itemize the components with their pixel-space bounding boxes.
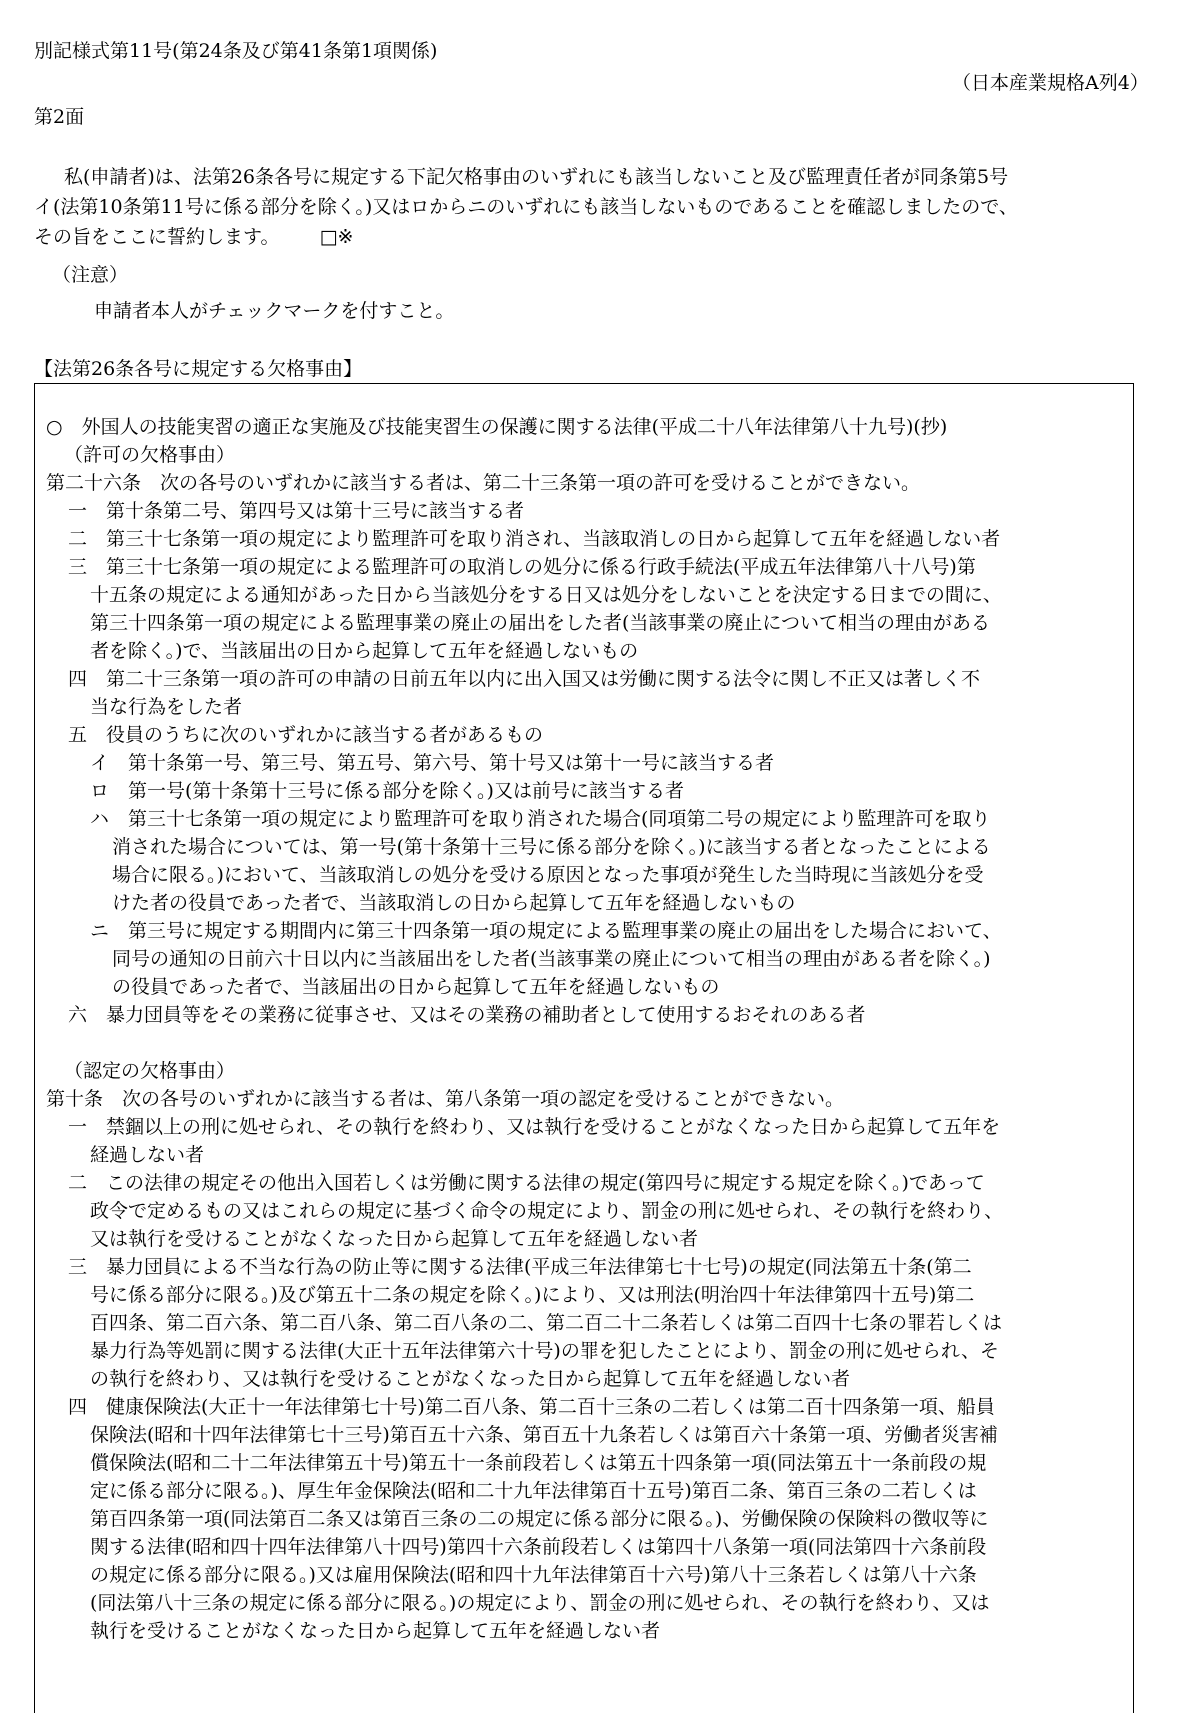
art26-item-3: 三 第三十七条第一項の規定による監理許可の取消しの処分に係る行政手続法(平成五年法律第八十八号)第 — [68, 556, 976, 578]
art26-item-5-ni: ニ 第三号に規定する期間内に第三十四条第一項の規定による監理事業の廃止の届出をした場合において、 — [90, 920, 1002, 942]
art26-item-3-cont-1: 十五条の規定による通知があった日から当該処分をする日又は処分をしないことを決定する日までの間に、 — [90, 584, 1002, 606]
art10-item-2: 二 この法律の規定その他出入国若しくは労働に関する法律の規定(第四号に規定する規定を除く。)であって — [68, 1172, 985, 1194]
declaration-line-1: 私(申請者)は、法第26条各号に規定する下記欠格事由のいずれにも該当しないこと及び監理責任者が同条第5号 — [64, 166, 1009, 188]
art26-item-5-ni-cont-2: の役員であった者で、当該届出の日から起算して五年を経過しないもの — [112, 976, 720, 998]
art10-item-4-cont-2: 償保険法(昭和二十二年法律第五十号)第五十一条前段若しくは第五十四条第一項(同法第五十一条前段の規 — [90, 1452, 987, 1474]
art26-item-3-cont-2: 第三十四条第一項の規定による監理事業の廃止の届出をした者(当該事業の廃止について相当の理由がある — [90, 612, 991, 634]
pledge-checkbox[interactable]: □※ — [319, 226, 354, 248]
art26-item-3-cont-3: 者を除く。)で、当該届出の日から起算して五年を経過しないもの — [90, 640, 639, 662]
art10-item-4-cont-6: の規定に係る部分に限る。)又は雇用保険法(昭和四十九年法律第百十六号)第八十三条若しくは第八十六条 — [90, 1564, 977, 1586]
art26-item-5: 五 役員のうちに次のいずれかに該当する者があるもの — [68, 724, 544, 746]
art10-item-4-cont-4: 第百四条第一項(同法第百二条又は第百三条の二の規定に係る部分に限る。)、労働保険の保険料の徴収等に — [90, 1508, 989, 1530]
art26-item-1: 一 第十条第二号、第四号又は第十三号に該当する者 — [68, 500, 525, 522]
art26-item-5-ro: ロ 第一号(第十条第十三号に係る部分を除く。)又は前号に該当する者 — [90, 780, 684, 802]
art10-item-4-cont-7: (同法第八十三条の規定に係る部分に限る。)の規定により、罰金の刑に処せられ、その執行を終わり、又は — [90, 1592, 990, 1614]
art26-item-4: 四 第二十三条第一項の許可の申請の日前五年以内に出入国又は労働に関する法令に関し不正又は著しく不 — [68, 668, 981, 690]
law-title: ○ 外国人の技能実習の適正な実施及び技能実習生の保護に関する法律(平成二十八年法律第八十九号)(抄) — [46, 416, 948, 438]
art10-item-3-cont-3: 暴力行為等処罰に関する法律(大正十五年法律第六十号)の罪を犯したことにより、罰金の刑に処せられ、そ — [90, 1340, 999, 1362]
declaration-line-3-text: その旨をここに誓約します。 — [34, 226, 280, 248]
art10-item-4-cont-1: 保険法(昭和十四年法律第七十三号)第百五十六条、第百五十九条若しくは第百六十条第一項、労働者災害補 — [90, 1424, 998, 1446]
art10-item-4: 四 健康保険法(大正十一年法律第七十号)第二百八条、第二百十三条の二若しくは第二百十四条第一項、船員 — [68, 1396, 995, 1418]
art10-item-2-cont-2: 又は執行を受けることがなくなった日から起算して五年を経過しない者 — [90, 1228, 699, 1250]
paper-size: （日本産業規格A列4） — [952, 72, 1149, 94]
declaration-line-2: イ(法第10条第11号に係る部分を除く。)又はロからニのいずれにも該当しないものであることを確認しましたので、 — [34, 196, 1018, 218]
art26-item-6: 六 暴力団員等をその業務に従事させ、又はその業務の補助者として使用するおそれのある者 — [68, 1004, 866, 1026]
art26-item-5-ha-cont-1: 消された場合については、第一号(第十条第十三号に係る部分を除く。)に該当する者となったことによる — [112, 836, 991, 858]
declaration-line-3 — [34, 224, 353, 250]
page-side-label: 第2面 — [34, 106, 85, 128]
art26-item-5-i: イ 第十条第一号、第三号、第五号、第六号、第十号又は第十一号に該当する者 — [90, 752, 775, 774]
art10-item-1-cont: 経過しない者 — [90, 1144, 205, 1166]
art26-item-5-ni-cont-1: 同号の通知の日前六十日以内に当該届出をした者(当該事業の廃止について相当の理由がある者を除く。) — [112, 948, 991, 970]
note-text: 申請者本人がチェックマークを付すこと。 — [94, 300, 455, 322]
section-title: 【法第26条各号に規定する欠格事由】 — [34, 358, 363, 380]
art10-item-3: 三 暴力団員による不当な行為の防止等に関する法律(平成三年法律第七十七号)の規定(同法第五十条(第二 — [68, 1256, 972, 1278]
art10-item-1: 一 禁錮以上の刑に処せられ、その執行を終わり、又は執行を受けることがなくなった日から起算して五年を — [68, 1116, 1001, 1138]
art26-item-5-ha-cont-2: 場合に限る。)において、当該取消しの処分を受ける原因となった事項が発生した当時現に当該処分を受 — [112, 864, 984, 886]
permit-heading: （許可の欠格事由） — [64, 444, 236, 466]
art26-item-2: 二 第三十七条第一項の規定により監理許可を取り消され、当該取消しの日から起算して五年を経過しない者 — [68, 528, 1001, 550]
art26-item-4-cont: 当な行為をした者 — [90, 696, 243, 718]
art26-item-5-ha: ハ 第三十七条第一項の規定により監理許可を取り消された場合(同項第二号の規定により監理許可を取り — [90, 808, 991, 830]
art10-item-2-cont-1: 政令で定めるもの又はこれらの規定に基づく命令の規定により、罰金の刑に処せられ、その執行を終わり、 — [90, 1200, 1004, 1222]
art10-item-3-cont-4: の執行を終わり、又は執行を受けることがなくなった日から起算して五年を経過しない者 — [90, 1368, 851, 1390]
certification-heading: （認定の欠格事由） — [64, 1060, 236, 1082]
article-10: 第十条 次の各号のいずれかに該当する者は、第八条第一項の認定を受けることができない。 — [46, 1088, 845, 1110]
article-26: 第二十六条 次の各号のいずれかに該当する者は、第二十三条第一項の許可を受けることができない。 — [46, 472, 921, 494]
note-heading: （注意） — [52, 264, 129, 286]
art10-item-3-cont-1: 号に係る部分に限る。)及び第五十二条の規定を除く。)により、又は刑法(明治四十年法律第四十五号)第二 — [90, 1284, 975, 1306]
art26-item-5-ha-cont-3: けた者の役員であった者で、当該取消しの日から起算して五年を経過しないもの — [112, 892, 796, 914]
art10-item-4-cont-8: 執行を受けることがなくなった日から起算して五年を経過しない者 — [90, 1620, 661, 1642]
art10-item-3-cont-2: 百四条、第二百六条、第二百八条、第二百八条の二、第二百二十二条若しくは第二百四十七条の罪若しくは — [90, 1312, 1003, 1334]
art10-item-4-cont-5: 関する法律(昭和四十四年法律第八十四号)第四十六条前段若しくは第四十八条第一項(同法第四十六条前段 — [90, 1536, 987, 1558]
form-title: 別記様式第11号(第24条及び第41条第1項関係) — [34, 40, 438, 62]
art10-item-4-cont-3: 定に係る部分に限る。)、厚生年金保険法(昭和二十九年法律第百十五号)第百二条、第百三条の二若しくは — [90, 1480, 977, 1502]
